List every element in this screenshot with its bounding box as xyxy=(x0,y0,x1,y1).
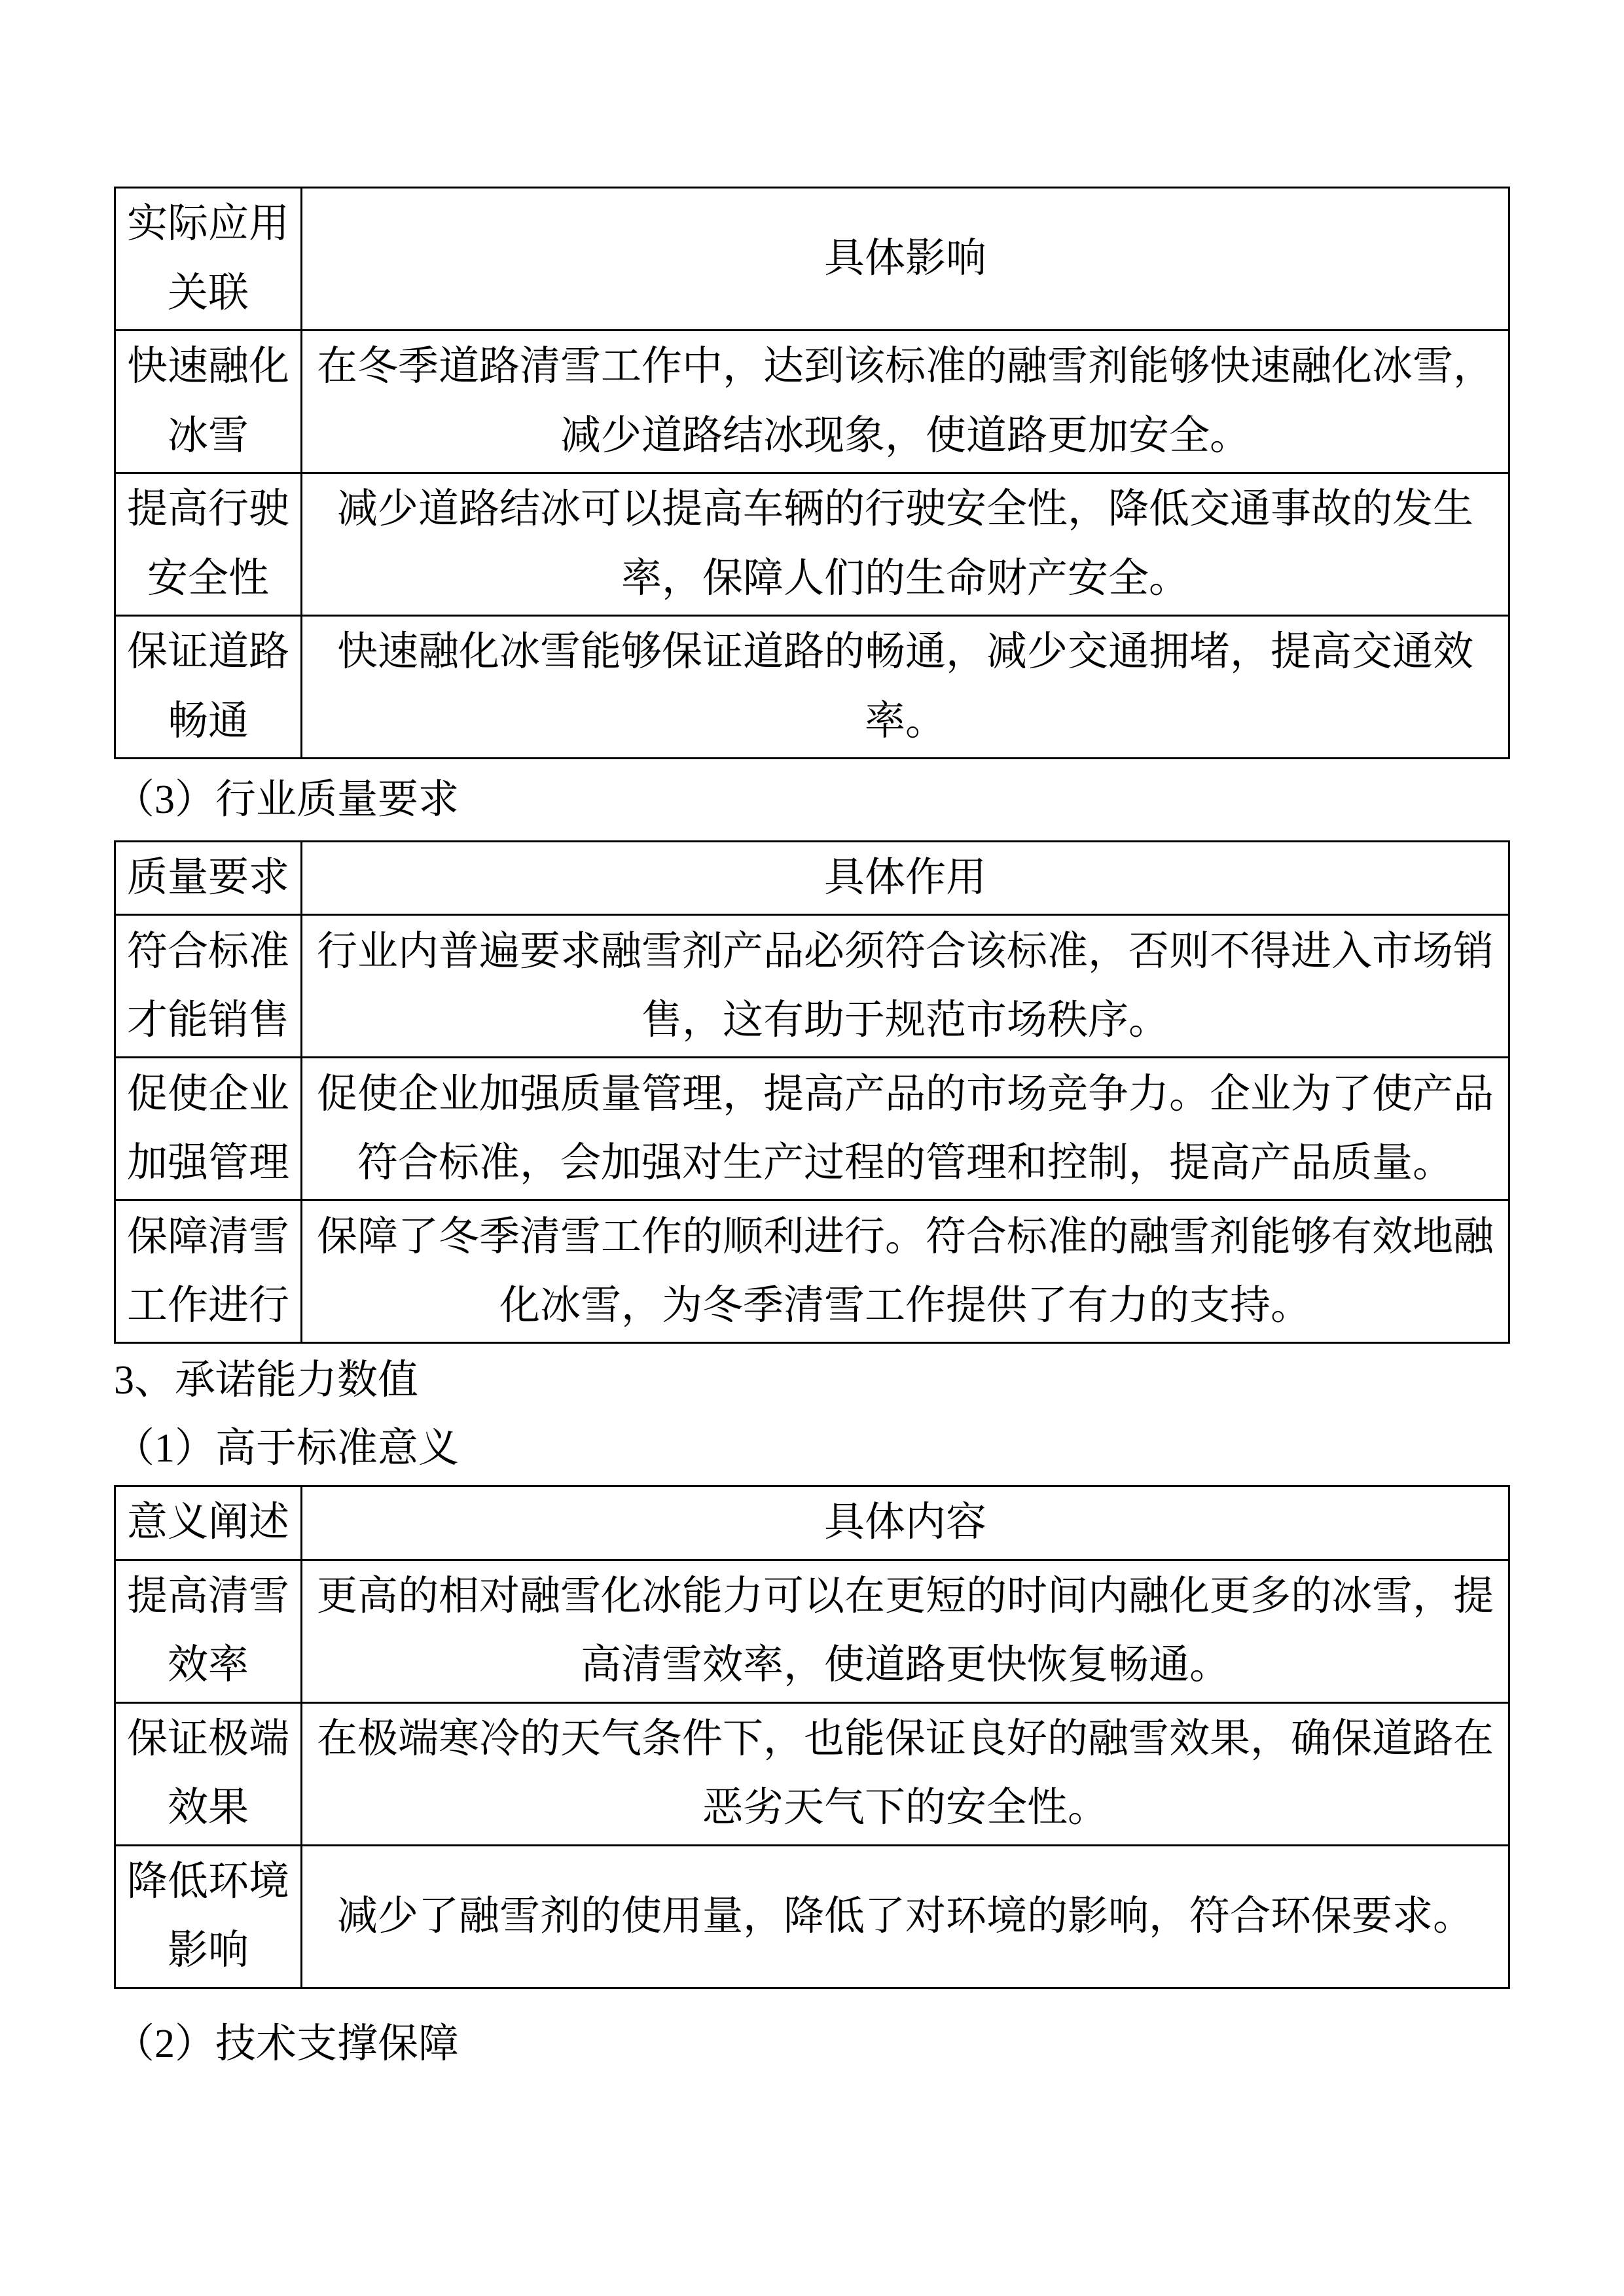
row-content-cell: 快速融化冰雪能够保证道路的畅通，减少交通拥堵，提高交通效率。 xyxy=(302,616,1509,759)
row-content-cell: 在极端寒冷的天气条件下，也能保证良好的融雪效果，确保道路在恶劣天气下的安全性。 xyxy=(302,1702,1509,1845)
row-label-cell: 降低环境影响 xyxy=(115,1845,302,1988)
table-row xyxy=(115,1200,1509,1343)
row-label-cell: 符合标准才能销售 xyxy=(115,915,302,1058)
header-cell-content: 具体内容 xyxy=(302,1486,1509,1560)
row-content-cell: 减少道路结冰可以提高车辆的行驶安全性，降低交通事故的发生率，保障人们的生命财产安全。 xyxy=(302,473,1509,616)
header-cell-label: 意义阐述 xyxy=(115,1486,302,1560)
table-header-row xyxy=(115,188,1509,331)
row-label-cell: 提高清雪效率 xyxy=(115,1560,302,1702)
table-row xyxy=(115,331,1509,473)
row-content-cell: 保障了冬季清雪工作的顺利进行。符合标准的融雪剂能够有效地融化冰雪，为冬季清雪工作提供了有力的支持。 xyxy=(302,1200,1509,1343)
row-label-cell: 保障清雪工作进行 xyxy=(115,1200,302,1343)
header-cell-content: 具体影响 xyxy=(302,188,1509,331)
table-row xyxy=(115,473,1509,616)
row-content-cell: 在冬季道路清雪工作中，达到该标准的融雪剂能够快速融化冰雪，减少道路结冰现象，使道路更加安全。 xyxy=(302,331,1509,473)
row-content-cell: 促使企业加强质量管理，提高产品的市场竞争力。企业为了使产品符合标准，会加强对生产过程的管理和控制，提高产品质量。 xyxy=(302,1058,1509,1200)
table-row xyxy=(115,1560,1509,1702)
header-cell-label: 质量要求 xyxy=(115,842,302,915)
row-label-cell: 快速融化冰雪 xyxy=(115,331,302,473)
quality-requirement-table xyxy=(114,840,1510,1344)
row-content-cell: 减少了融雪剂的使用量，降低了对环境的影响，符合环保要求。 xyxy=(302,1845,1509,1988)
table-header-row xyxy=(115,1486,1509,1560)
row-label-cell: 保证道路畅通 xyxy=(115,616,302,759)
table-row xyxy=(115,915,1509,1058)
row-content-cell: 更高的相对融雪化冰能力可以在更短的时间内融化更多的冰雪，提高清雪效率，使道路更快恢复畅通。 xyxy=(302,1560,1509,1702)
application-impact-table xyxy=(114,187,1510,759)
row-label-cell: 提高行驶安全性 xyxy=(115,473,302,616)
header-cell-content: 具体作用 xyxy=(302,842,1509,915)
significance-table xyxy=(114,1485,1510,1988)
row-content-cell: 行业内普遍要求融雪剂产品必须符合该标准，否则不得进入市场销售，这有助于规范市场秩序。 xyxy=(302,915,1509,1058)
table-row xyxy=(115,1058,1509,1200)
heading-above-standard: （1）高于标准意义 xyxy=(114,1426,460,1471)
row-label-cell: 保证极端效果 xyxy=(115,1702,302,1845)
table-header-row xyxy=(115,842,1509,915)
table-row xyxy=(115,616,1509,759)
heading-commitment: 3、承诺能力数值 xyxy=(114,1358,419,1403)
heading-industry-quality: （3）行业质量要求 xyxy=(114,778,460,822)
row-label-cell: 促使企业加强管理 xyxy=(115,1058,302,1200)
header-cell-label: 实际应用关联 xyxy=(115,188,302,331)
table-row xyxy=(115,1845,1509,1988)
table-row xyxy=(115,1702,1509,1845)
heading-tech-support: （2）技术支撑保障 xyxy=(114,2021,460,2066)
